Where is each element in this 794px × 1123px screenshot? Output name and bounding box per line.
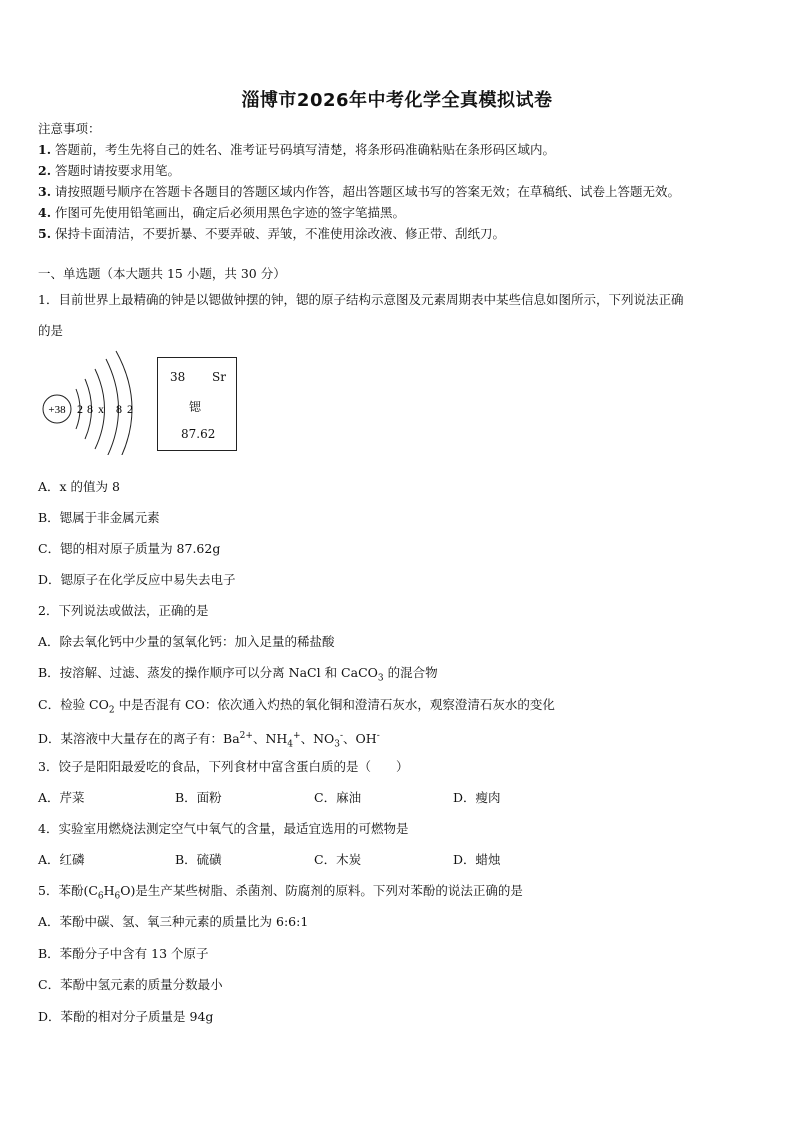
option-c: C．木炭 [314,852,362,867]
option-c: C．苯酚中氢元素的质量分数最小 [38,977,223,992]
option-text: 、NH [252,731,288,747]
option-b: B．面粉 [175,790,222,805]
option-text: 、NO [300,731,335,747]
option-b: B．硫磺 [175,852,222,867]
option-b [38,665,438,687]
option-a: A．苯酚中碳、氢、氧三种元素的质量比为 6:6:1 [38,914,309,929]
option-c: C．麻油 [314,790,362,805]
option-d: D．蜡烛 [453,852,501,867]
notice-text: 保持卡面清洁，不要折暴、不要弄破、弄皱，不准使用涂改液、修正带、刮纸刀。 [55,226,506,241]
notice-number: 5. [38,226,52,241]
stem-text: 5．苯酚(C [38,883,98,898]
shell-electrons-4: 8 [116,402,122,416]
question-3-stem: 3．饺子是阳阳最爱吃的食品，下列食材中富含蛋白质的是（ ） [38,759,409,774]
option-a: A．除去氧化钙中少量的氢氧化钙：加入足量的稀盐酸 [38,634,335,649]
question-2-stem: 2．下列说法或做法，正确的是 [38,603,209,618]
element-name: 锶 [189,400,202,414]
page-title: 淄博市2026年中考化学全真模拟试卷 [241,90,553,111]
option-d: D．苯酚的相对分子质量是 94g [38,1009,214,1024]
option-c: C．锶的相对原子质量为 87.62g [38,541,221,556]
element-symbol: Sr [212,370,226,384]
option-text: C．检验 CO [38,697,109,712]
shell-electrons-5: 2 [127,402,133,416]
superscript: + [293,731,301,741]
notice-item [38,142,555,158]
option-c [38,697,555,719]
question-1-stem: 1．目前世界上最精确的钟是以锶做钟摆的钟，锶的原子结构示意图及元素周期表中某些信息如图所示，下列说法正确 [38,292,684,307]
shell-electrons-1: 2 [77,402,83,416]
option-text: 的混合物 [383,665,438,680]
option-d [38,728,380,753]
notice-number: 1. [38,142,52,157]
option-text: 中是否混有 CO：依次通入灼热的氧化铜和澄清石灰水，观察澄清石灰水的变化 [114,697,555,712]
question-1-stem-cont: 的是 [38,323,64,338]
notice-number: 4. [38,205,52,220]
subscript: 3 [334,739,340,750]
option-text: D．某溶液中大量存在的离子有：Ba [38,731,240,747]
question-5-stem [38,883,523,905]
notice-item [38,226,505,242]
notice-text: 作图可先使用铅笔画出，确定后必须用黑色字迹的签字笔描黑。 [55,205,406,220]
question-4-stem: 4．实验室用燃烧法测定空气中氧气的含量，最适宜选用的可燃物是 [38,821,409,836]
stem-text: H [103,883,115,898]
option-a: A．芹菜 [38,790,85,805]
notice-item [38,163,180,179]
shell-electrons-2: 8 [87,402,93,416]
notice-number: 3. [38,184,52,199]
option-text: 、OH [343,731,377,747]
subscript: 6 [114,891,121,902]
atomic-number: 38 [170,370,186,384]
notice-item [38,205,405,221]
option-d: D．锶原子在化学反应中易失去电子 [38,572,236,587]
subscript: 4 [287,739,294,750]
notice-number: 2. [38,163,52,178]
periodic-table-cell [157,357,237,451]
subscript: 2 [108,705,115,716]
stem-text: O)是生产某些树脂、杀菌剂、防腐剂的原料。下列对苯酚的说法正确的是 [120,883,523,898]
notice-item [38,184,680,200]
option-b: B．锶属于非金属元素 [38,510,160,525]
notice-heading: 注意事项： [38,121,101,136]
section-heading: 一、单选题（本大题共 15 小题，共 30 分） [38,266,286,281]
subscript: 6 [97,891,104,902]
notice-text: 请按照题号顺序在答题卡各题目的答题区域内作答，超出答题区域书写的答案无效；在草稿纸、试卷上答题无效。 [55,184,681,199]
notice-text: 答题前，考生先将自己的姓名、准考证号码填写清楚，将条形码准确粘贴在条形码区域内。 [55,142,556,157]
nucleus-charge: +38 [48,404,66,416]
superscript: 2+ [239,731,253,741]
option-a: A．红磷 [38,852,85,867]
superscript: - [376,731,380,741]
subscript: 3 [377,673,384,684]
atomic-mass: 87.62 [181,427,216,441]
shell-electrons-3: x [98,402,104,416]
superscript: - [340,731,344,741]
option-b: B．苯酚分子中含有 13 个原子 [38,946,209,961]
notice-text: 答题时请按要求用笔。 [55,163,181,178]
option-text: B．按溶解、过滤、蒸发的操作顺序可以分离 NaCl 和 CaCO [38,665,378,680]
option-a: A．x 的值为 8 [38,479,120,494]
option-d: D．瘦肉 [453,790,501,805]
